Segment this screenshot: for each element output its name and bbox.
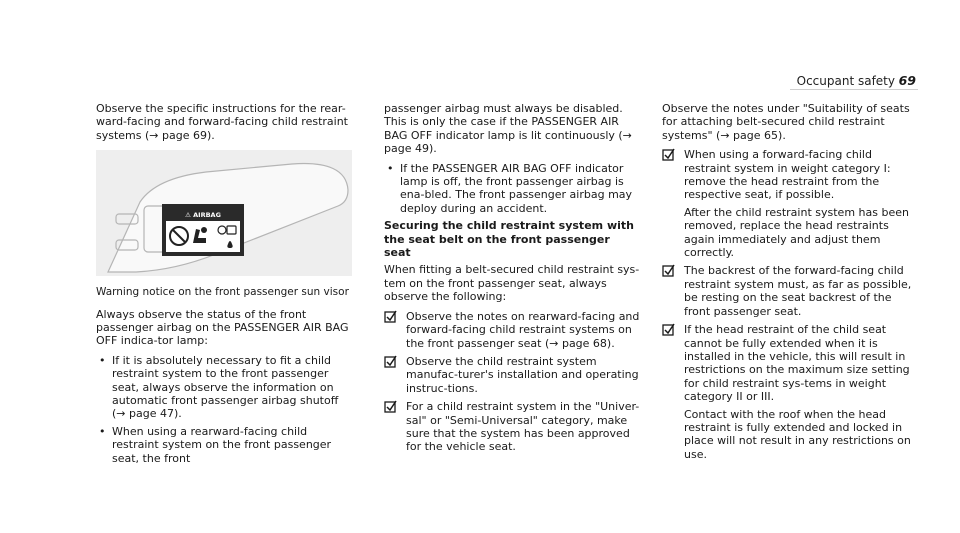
status-paragraph: Always observe the status of the front passenger airbag on the PASSENGER AIR BAG OFF indica-tor lamp: [96,307,349,348]
checklist-item [662,264,918,318]
checkbox-checked-icon [662,148,675,161]
bullet-icon: • [387,161,394,175]
checklist-item-text: For a child restraint system in the "Univer-sal" or "Semi-Universal" category, make sure that the system has been approved for the vehicle seat. [406,400,640,454]
figure-caption: Warning notice on the front passenger sun visor [96,286,349,299]
checkbox-checked-icon [662,264,675,277]
checkbox-checked-icon [662,323,675,336]
list-item-text: When using a rearward-facing child restraint system on the front passenger seat, the front [112,424,332,465]
checklist-item-note: Contact with the roof when the head restraint is fully extended and locked in place will not result in any restrictions on use. [684,407,911,461]
checkbox-checked-icon [384,310,397,323]
page-number: 69 [898,73,916,88]
header-rule [790,89,918,90]
list-item [384,162,640,216]
column-3 [662,102,918,466]
list-item [96,354,352,421]
section-heading: Securing the child restraint system with the seat belt on the front passenger seat [384,219,634,260]
column-2 [384,102,640,459]
list-item-text: If it is absolutely necessary to fit a child restraint system to the front passenger seat, always observe the information on automatic front passenger airbag shutoff (→ page 47). [112,353,339,421]
checkbox-checked-icon [384,400,397,413]
checklist-item [662,323,918,461]
column-1 [96,102,352,469]
checklist-item [384,400,640,454]
checklist-item-note: After the child restraint system has been removed, replace the head restraints again immediately and adjust them correctly. [684,205,909,260]
fitting-intro: When fitting a belt-secured child restraint sys-tem on the front passenger seat, always observe the following: [384,263,640,304]
bullet-icon: • [99,353,106,367]
checklist-item-text: The backrest of the forward-facing child restraint system must, as far as possible, be resting on the seat backrest of the front passenger seat. [684,264,912,318]
checklist-item-text: When using a forward-facing child restraint system in weight category I: remove the head restraint from the respective seat, if possible. [684,148,891,202]
sun-visor-figure [96,150,352,276]
checklist-item [384,310,640,350]
intro-paragraph: Observe the specific instructions for the rear-ward-facing and forward-facing child restraint systems (→ page 69). [96,102,348,142]
checkbox-checked-icon [384,355,397,368]
checklist-item-text: If the head restraint of the child seat cannot be fully extended when it is installed in the vehicle, this will result in restrictions on the maximum size setting for child restraint sys-tems in weight category II or III. [684,323,910,404]
checklist-item [662,148,918,259]
suitability-paragraph: Observe the notes under "Suitability of seats for attaching belt-secured child restraint systems" (→ page 65). [662,102,910,142]
sun-visor-illustration [96,150,352,276]
list-item-text: If the PASSENGER AIR BAG OFF indicator lamp is off, the front passenger airbag is ena-bled. The front passenger airbag may deploy during an accident. [400,161,633,215]
checklist-item-text: Observe the notes on rearward-facing and forward-facing child restraint systems on the front passenger seat (→ page 68). [406,309,640,350]
section-title: Occupant safety [796,74,895,88]
continued-paragraph: passenger airbag must always be disabled. This is only the case if the PASSENGER AIR BAG OFF indicator lamp is lit continuously (→ page 49). [384,102,632,156]
checklist-item-text: Observe the child restraint system manufac-turer's installation and operating instruc-tions. [406,354,639,395]
bullet-icon: • [99,424,106,438]
checklist-item [384,355,640,395]
airbag-label-text: ⚠ AIRBAG [185,211,221,220]
list-item [96,425,352,465]
